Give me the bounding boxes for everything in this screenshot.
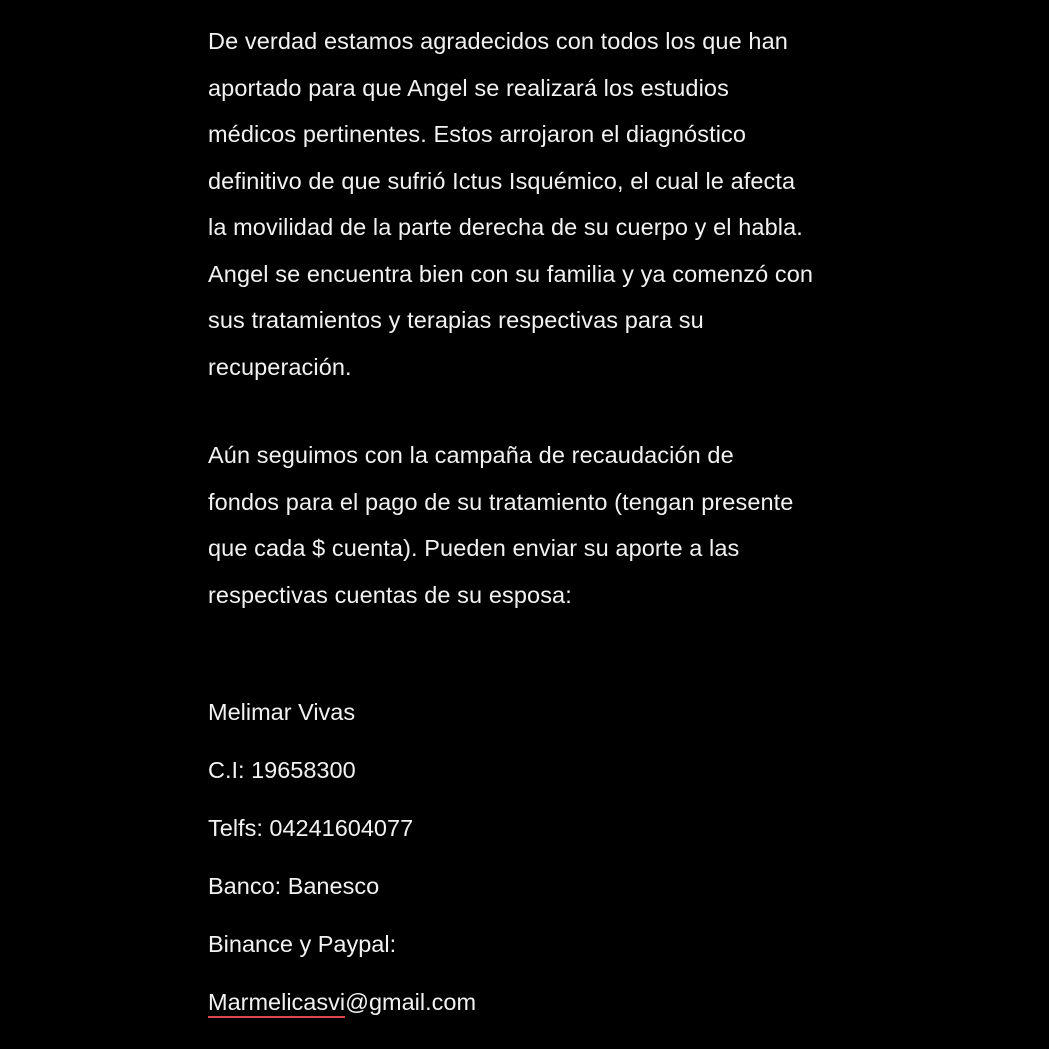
text-line: la movilidad de la parte derecha de su cuerpo y el habla. — [208, 214, 803, 240]
paragraph-campaign — [208, 432, 793, 618]
text-line: fondos para el pago de su tratamiento (tengan presente — [208, 488, 794, 515]
contact-bank: Banco: Banesco — [208, 873, 380, 899]
text-line: De verdad estamos agradecidos con todos los que han — [208, 28, 788, 54]
contact-email[interactable] — [208, 987, 476, 1017]
contact-phones: Telfs: 04241604077 — [208, 815, 414, 841]
text-line: médicos pertinentes. Estos arrojaron el diagnóstico — [208, 121, 747, 147]
paragraph-gratitude — [208, 18, 813, 390]
text-line: Angel se encuentra bien con su familia y ya comenzó con — [208, 260, 814, 287]
text-line: que cada $ cuenta). Pueden enviar su aporte a las — [208, 535, 740, 561]
text-line: sus tratamientos y terapias respectivas para su — [208, 307, 704, 333]
email-user-misspelled[interactable]: Marmelicasvi — [208, 989, 345, 1018]
email-domain[interactable]: @gmail.com — [345, 989, 477, 1015]
contact-payments: Binance y Paypal: — [208, 931, 397, 957]
text-line: recuperación. — [208, 353, 352, 380]
text-line: Aún seguimos con la campaña de recaudación de — [208, 442, 734, 468]
contact-ci: C.I: 19658300 — [208, 757, 356, 783]
contact-name: Melimar Vivas — [208, 699, 356, 725]
text-line: respectivas cuentas de su esposa: — [208, 581, 572, 608]
text-line: definitivo de que sufrió Ictus Isquémico, el cual le afecta — [208, 167, 796, 194]
text-line: aportado para que Angel se realizará los estudios — [208, 74, 729, 101]
